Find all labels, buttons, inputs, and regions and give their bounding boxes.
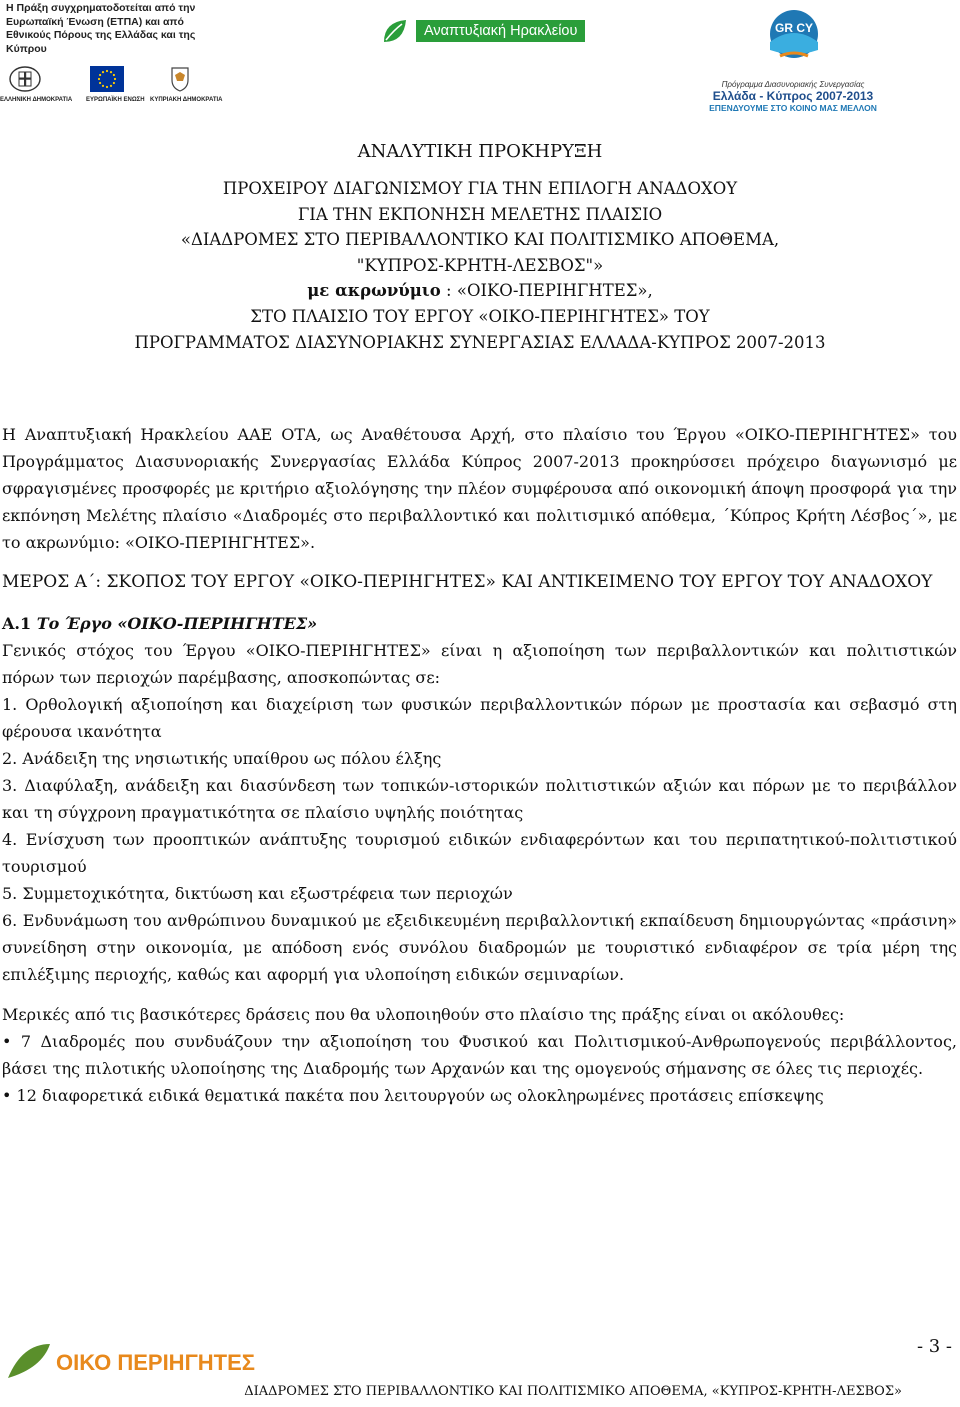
page-number: - 3 - [916,1336,952,1357]
subsection-heading [2,610,957,637]
bullet-text: 12 διαφορετικά ειδικά θεματικά πακέτα που λειτουργούν ως ολοκληρωμένες προτάσεις επίσκεψης [16,1086,824,1105]
title-line: ΠΡΟΓΡΑΜΜΑΤΟΣ ΔΙΑΣΥΝΟΡΙΑΚΗΣ ΣΥΝΕΡΓΑΣΙΑΣ ΕΛΛΑΔΑ-ΚΥΠΡΟΣ 2007-2013 [134,332,826,352]
document-title: ΑΝΑΛΥΤΙΚΗ ΠΡΟΚΗΡΥΞΗ [357,141,603,162]
flag-caption: ΕΛΛΗΝΙΚΗ ΔΗΜΟΚΡΑΤΙΑ [0,97,73,103]
subsection-title: Το Έργο «ΟΙΚΟ-ΠΕΡΙΗΓΗΤΕΣ» [36,614,318,633]
actions-intro: Μερικές από τις βασικότερες δράσεις που θα υλοποιηθούν στο πλαίσιο της πράξης είναι οι ακόλουθες: [2,1005,845,1024]
list-item: 5. Συμμετοχικότητα, δικτύωση και εξωστρέφεια των περιοχών [2,884,513,903]
footer-logo-text: ΟΙΚΟ ΠΕΡΙΗΓΗΤΕΣ [56,1350,255,1375]
section-heading: ΜΕΡΟΣ Α΄: ΣΚΟΠΟΣ ΤΟΥ ΕΡΓΟΥ «ΟΙΚΟ-ΠΕΡΙΗΓΗΤΕΣ» ΚΑΙ ΑΝΤΙΚΕΙΜΕΝΟ ΤΟΥ ΕΡΓΟΥ ΤΟΥ ΑΝΑΔΟΧΟΥ [2,572,933,592]
greek-emblem-icon [8,66,42,92]
title-line: ΠΡΟΧΕΙΡΟΥ ΔΙΑΓΩΝΙΣΜΟΥ ΓΙΑ ΤΗΝ ΕΠΙΛΟΓΗ ΑΝΑΔΟΧΟΥ [222,179,738,198]
cyprus-emblem-icon [163,66,197,92]
acronym-prefix: με ακρωνύμιο [307,281,441,301]
brand-leaf-icon [380,16,410,46]
program-caption-line: Ελλάδα - Κύπρος 2007-2013 [712,89,874,103]
list-item: 3. Διαφύλαξη, ανάδειξη και διασύνδεση των τοπικών-ιστορικών πολιτιστικών αξιών και πόρων με το περιβάλλον και τη σύγχρονη πραγματικότητα σε πλαίσιο υψηλής ποιότητας [2,776,957,822]
title-line: ΓΙΑ ΤΗΝ ΕΚΠΟΝΗΣΗ ΜΕΛΕΤΗΣ ΠΛΑΙΣΙΟ [297,204,663,224]
bullet-item: • 7 Διαδρομές που συνδυάζουν την αξιοποίηση του Φυσικού και Πολιτισμικού-Ανθρωπογενούς περιβάλλοντος, βάσει της πιλοτικής υλοποίησης της Διαδρομής των Αρχανών και της ομογενούς σήμανσης σε όλες τις περιοχές. [2,1032,957,1078]
subsection-number: Α.1 [2,614,37,633]
brand-name: Αναπτυξιακή Ηρακλείου [416,20,585,42]
eu-flag-icon [90,66,124,92]
title-line: "ΚΥΠΡΟΣ-ΚΡΗΤΗ-ΛΕΣΒΟΣ"» [356,255,604,275]
acronym-value: : «ΟΙΚΟ-ΠΕΡΙΗΓΗΤΕΣ», [440,281,653,301]
brand-logo [380,14,585,48]
program-caption [688,80,898,113]
program-caption-line: Πρόγραμμα Διασυνοριακής Συνεργασίας [721,80,865,89]
title-line: ΣΤΟ ΠΛΑΙΣΙΟ ΤΟΥ ΕΡΓΟΥ «ΟΙΚΟ-ΠΕΡΙΗΓΗΤΕΣ» ΤΟΥ [250,306,710,326]
page-header [0,0,960,118]
flag-caption: ΚΥΠΡΙΑΚΗ ΔΗΜΟΚΡΑΤΙΑ [150,97,223,103]
footer-logo-icon [2,1338,255,1384]
list-item: 2. Ανάδειξη της νησιωτικής υπαίθρου ως πόλου έλξης [2,749,442,768]
document-body [2,421,957,1109]
flag-caption: ΕΥΡΩΠΑΪΚΗ ΕΝΩΣΗ [86,97,145,103]
program-caption-line: ΕΠΕΝΔΥΟΥΜΕ ΣΤΟ ΚΟΙΝΟ ΜΑΣ ΜΕΛΛΟΝ [709,103,877,113]
title-line: «ΔΙΑΔΡΟΜΕΣ ΣΤΟ ΠΕΡΙΒΑΛΛΟΝΤΙΚΟ ΚΑΙ ΠΟΛΙΤΙΣΜΙΚΟ ΑΠΟΘΕΜΑ, [180,230,780,250]
list-item: 4. Ενίσχυση των προοπτικών ανάπτυξης τουρισμού ειδικών ενδιαφερόντων και του περιπατητικού-πολιτιστικού τουρισμού [2,830,957,876]
program-logo-text: GR CY [774,21,814,35]
list-item: 1. Ορθολογική αξιοποίηση και διαχείριση των φυσικών περιβαλλοντικών πόρων με προστασία και σεβασμό στη φέρουσα ικανότητα [2,695,957,741]
bullet-item: • 12 διαφορετικά ειδικά θεματικά πακέτα που λειτουργούν ως ολοκληρωμένες προτάσεις επίσκεψης [2,1086,824,1105]
running-footer: ΔΙΑΔΡΟΜΕΣ ΣΤΟ ΠΕΡΙΒΑΛΛΟΝΤΙΚΟ ΚΑΙ ΠΟΛΙΤΙΣΜΙΚΟ ΑΠΟΘΕΜΑ, «ΚΥΠΡΟΣ-ΚΡΗΤΗ-ΛΕΣΒΟΣ» [244,1384,902,1399]
bullet-text: 7 Διαδρομές που συνδυάζουν την αξιοποίηση του Φυσικού και Πολιτισμικού-Ανθρωπογενούς περιβάλλοντος, βάσει της πιλοτικής υλοποίησης της Διαδρομής των Αρχανών και της ομογενούς σήμανσης σε όλες τις περιοχές. [2,1032,957,1078]
goal-intro: Γενικός στόχος του Έργου «ΟΙΚΟ-ΠΕΡΙΗΓΗΤΕΣ» είναι η αξιοποίηση των περιβαλλοντικών και πολιτιστικών πόρων των περιοχών παρέμβασης, αποσκοπώντας σε: [2,641,957,687]
title-block [0,138,960,355]
acronym-line [0,278,960,304]
funding-statement: Η Πράξη συγχρηματοδοτείται από την Ευρωπαϊκή Ένωση (ΕΤΠΑ) και από Εθνικούς Πόρους της Ελλάδας και της Κύπρου [6,2,196,55]
intro-paragraph: Η Αναπτυξιακή Ηρακλείου ΑΑΕ ΟΤΑ, ως Αναθέτουσα Αρχή, στο πλαίσιο του Έργου «ΟΙΚΟ-ΠΕΡΙΗΓΗΤΕΣ» του Προγράμματος Διασυνοριακής Συνεργασίας Ελλάδα Κύπρος 2007-2013 προκηρύσσει πρόχειρο διαγωνισμό με σφραγισμένες προσφορές με κριτήριο αξιολόγησης την πλέον συμφέρουσα από οικονομική άποψη προσφορά για την εκπόνηση Μελέτης πλαίσιο «Διαδρομές στο περιβαλλοντικό και πολιτισμικό απόθεμα, ΄Κύπρος Κρήτη Λέσβος΄», με το ακρωνύμιο: «ΟΙΚΟ-ΠΕΡΙΗΓΗΤΕΣ». [2,425,957,552]
list-item: 6. Ενδυνάμωση του ανθρώπινου δυναμικού με εξειδικευμένη περιβαλλοντική εκπαίδευση δημιουργώντας «πράσινη» συνείδηση στην οικονομία, με απόδοση ενός συνόλου διαδρομών με τουριστικό ενδιαφέρον σε τρία μέρη της επιλέξιμης περιοχής, καθώς και αφορμή για υλοποίηση ειδικών σεμιναρίων. [2,911,957,984]
